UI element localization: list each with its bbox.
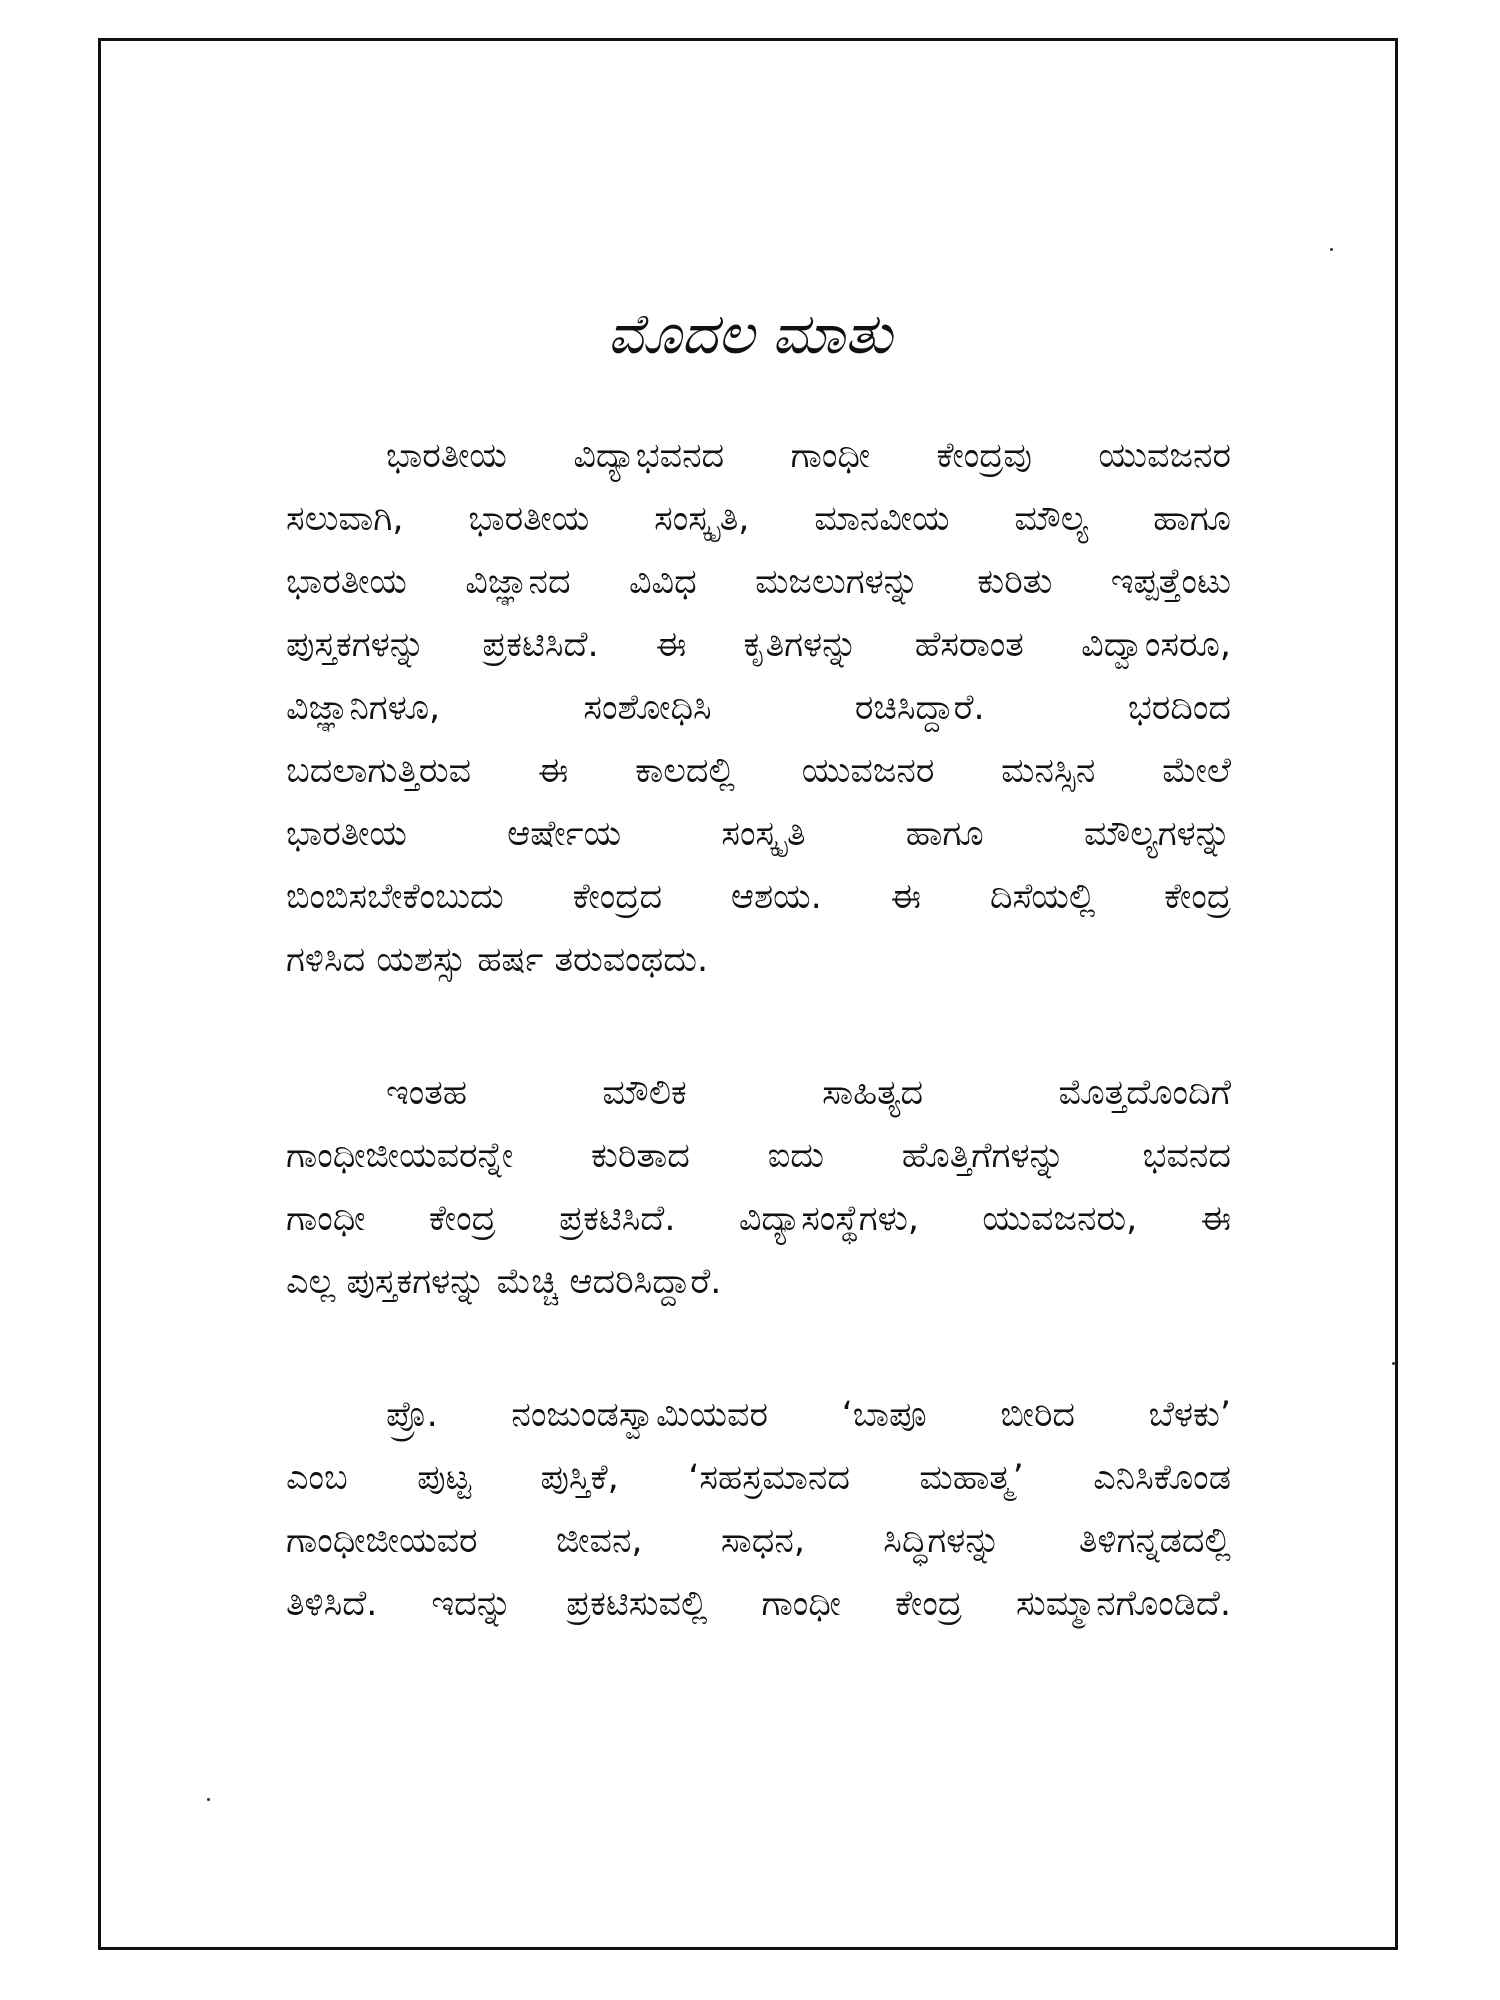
text-line: ಭಾರತೀಯ ವಿಜ್ಞಾನದ ವಿವಿಧ ಮಜಲುಗಳನ್ನು ಕುರಿತು ಇಪ್ಪತ್ತೆಂಟು xyxy=(286,562,1231,602)
text-line: ಗಾಂಧೀಜೀಯವರನ್ನೇ ಕುರಿತಾದ ಐದು ಹೊತ್ತಿಗೆಗಳನ್ನು ಭವನದ xyxy=(286,1136,1231,1176)
scan-speck xyxy=(1392,1362,1395,1365)
paragraph-2 xyxy=(286,1062,1231,1314)
body-text xyxy=(286,425,1231,1706)
text-line: ಭಾರತೀಯ ಆರ್ಷೇಯ ಸಂಸ್ಕೃತಿ ಹಾಗೂ ಮೌಲ್ಯಗಳನ್ನು xyxy=(286,814,1231,854)
text-line: ತಿಳಿಸಿದೆ. ಇದನ್ನು ಪ್ರಕಟಿಸುವಲ್ಲಿ ಗಾಂಧೀ ಕೇಂದ್ರ ಸುಮ್ಮಾನಗೊಂಡಿದೆ. xyxy=(286,1584,1231,1624)
paragraph-3 xyxy=(286,1384,1231,1636)
text-line: ಗಾಂಧೀ ಕೇಂದ್ರ ಪ್ರಕಟಿಸಿದೆ. ವಿದ್ಯಾಸಂಸ್ಥೆಗಳು, ಯುವಜನರು, ಈ xyxy=(286,1199,1231,1239)
paragraph-1 xyxy=(286,425,1231,992)
text-line: ಭಾರತೀಯ ವಿದ್ಯಾಭವನದ ಗಾಂಧೀ ಕೇಂದ್ರವು ಯುವಜನರ xyxy=(386,436,1231,476)
text-line: ಬದಲಾಗುತ್ತಿರುವ ಈ ಕಾಲದಲ್ಲಿ ಯುವಜನರ ಮನಸ್ಸಿನ ಮೇಲೆ xyxy=(286,751,1231,791)
page-title: ಮೊದಲ ಮಾತು xyxy=(607,302,893,367)
text-line: ಗಾಂಧೀಜೀಯವರ ಜೀವನ, ಸಾಧನ, ಸಿದ್ಧಿಗಳನ್ನು ತಿಳಿಗನ್ನಡದಲ್ಲಿ xyxy=(286,1521,1231,1561)
text-line: ವಿಜ್ಞಾನಿಗಳೂ, ಸಂಶೋಧಿಸಿ ರಚಿಸಿದ್ದಾರೆ. ಭರದಿಂದ xyxy=(286,688,1231,728)
text-line: ಪ್ರೊ. ನಂಜುಂಡಸ್ವಾಮಿಯವರ ‘ಬಾಪೂ ಬೀರಿದ ಬೆಳಕು’ xyxy=(386,1395,1231,1435)
text-line: ಇಂತಹ ಮೌಲಿಕ ಸಾಹಿತ್ಯದ ಮೊತ್ತದೊಂದಿಗೆ xyxy=(386,1073,1231,1113)
text-line: ಬಿಂಬಿಸಬೇಕೆಂಬುದು ಕೇಂದ್ರದ ಆಶಯ. ಈ ದಿಸೆಯಲ್ಲಿ ಕೇಂದ್ರ xyxy=(286,877,1231,917)
text-line: ಎಂಬ ಪುಟ್ಟ ಪುಸ್ತಿಕೆ, ‘ಸಹಸ್ರಮಾನದ ಮಹಾತ್ಮ’ ಎನಿಸಿಕೊಂಡ xyxy=(286,1458,1231,1498)
text-line: ಸಲುವಾಗಿ, ಭಾರತೀಯ ಸಂಸ್ಕೃತಿ, ಮಾನವೀಯ ಮೌಲ್ಯ ಹಾಗೂ xyxy=(286,499,1231,539)
scan-speck xyxy=(207,1798,210,1801)
text-line: ಗಳಿಸಿದ ಯಶಸ್ಸು ಹರ್ಷ ತರುವಂಥದು. xyxy=(286,940,709,980)
scan-speck xyxy=(1330,248,1333,251)
text-line: ಎಲ್ಲ ಪುಸ್ತಕಗಳನ್ನು ಮೆಚ್ಚಿ ಆದರಿಸಿದ್ದಾರೆ. xyxy=(286,1262,722,1302)
text-line: ಪುಸ್ತಕಗಳನ್ನು ಪ್ರಕಟಿಸಿದೆ. ಈ ಕೃತಿಗಳನ್ನು ಹೆಸರಾಂತ ವಿದ್ವಾಂಸರೂ, xyxy=(286,625,1231,665)
